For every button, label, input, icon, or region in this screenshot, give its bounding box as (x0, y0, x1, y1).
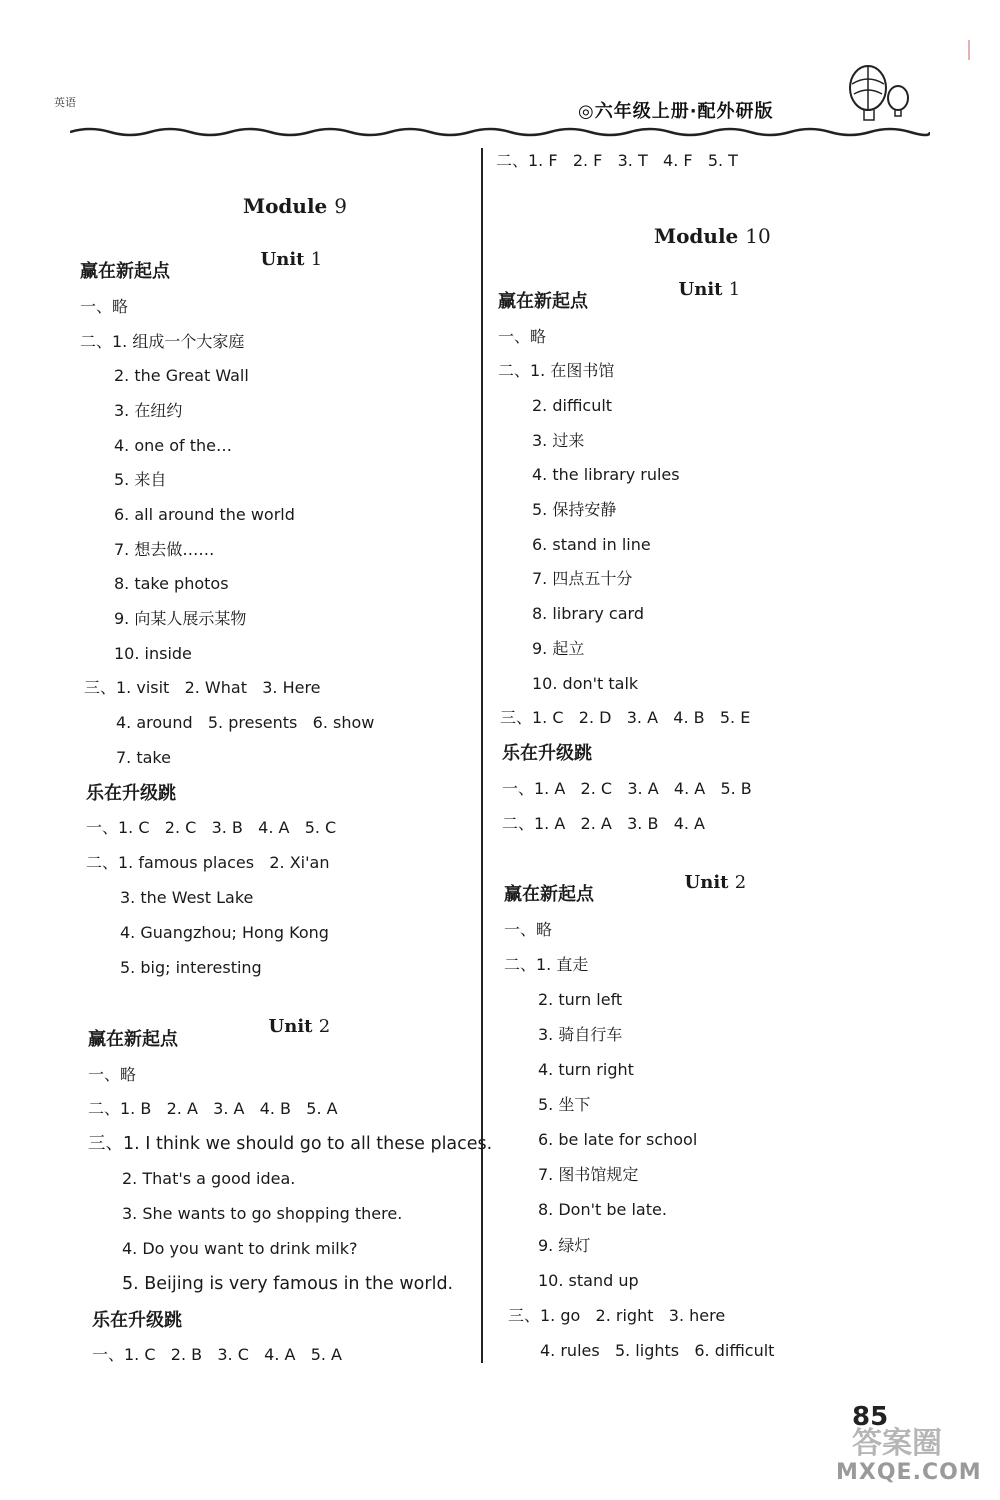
left-unit1-heading (248, 224, 322, 272)
right-unit1-heading (666, 254, 740, 302)
answer-line: 6. stand in line (532, 535, 651, 554)
answer-line: 二、1. A 2. A 3. B 4. A (502, 814, 705, 833)
module-label: Module (653, 224, 739, 248)
answer-line: 4. turn right (538, 1060, 634, 1079)
section-heading: 赢在新起点 (80, 261, 170, 282)
section-heading: 赢在新起点 (498, 291, 588, 312)
answer-line: 4. one of the… (114, 436, 232, 455)
side-label: 英语 (54, 96, 76, 109)
module-number: 10 (745, 224, 771, 248)
answer-line: 5. 来自 (114, 470, 167, 489)
page-number: 85 (852, 1402, 889, 1432)
left-unit2-heading (256, 991, 330, 1039)
answer-line: 5. big; interesting (120, 958, 262, 977)
right-unit2-heading (672, 847, 746, 895)
unit-number: 2 (734, 872, 747, 893)
answer-line: 5. 保持安静 (532, 500, 617, 519)
answer-line: 3. the West Lake (120, 888, 254, 907)
unit-label: Unit (678, 279, 723, 300)
module-label: Module (242, 194, 328, 218)
answer-line: 一、1. C 2. B 3. C 4. A 5. A (92, 1345, 343, 1364)
answer-line: 二、1. B 2. A 3. A 4. B 5. A (88, 1099, 338, 1118)
answer-line: 4. the library rules (532, 465, 680, 484)
answer-line: 5. Beijing is very famous in the world. (122, 1274, 454, 1294)
answer-line: 三、1. I think we should go to all these places. (88, 1134, 493, 1154)
answer-line: 8. Don't be late. (538, 1200, 667, 1219)
answer-line: 3. She wants to go shopping there. (122, 1204, 403, 1223)
answer-line: 7. 四点五十分 (532, 569, 633, 588)
answer-line: 3. 在纽约 (114, 401, 183, 420)
header-rule (70, 124, 930, 138)
right-module-heading (640, 200, 771, 248)
watermark-logo: 答案圈 (852, 1426, 942, 1461)
module-number: 9 (334, 194, 347, 218)
answer-line: 二、1. F 2. F 3. T 4. F 5. T (496, 151, 738, 170)
answer-line: 9. 向某人展示某物 (114, 609, 247, 628)
answer-line: 二、1. 直走 (504, 955, 589, 974)
section-heading: 乐在升级跳 (86, 783, 176, 804)
answer-line: 一、1. C 2. C 3. B 4. A 5. C (86, 818, 337, 837)
answer-line: 一、1. A 2. C 3. A 4. A 5. B (502, 779, 752, 798)
answer-line: 9. 绿灯 (538, 1236, 591, 1255)
unit-label: Unit (260, 249, 305, 270)
answer-line: 3. 骑自行车 (538, 1025, 623, 1044)
left-module-heading (229, 170, 347, 218)
answer-line: 3. 过来 (532, 431, 585, 450)
answer-line: 6. be late for school (538, 1130, 698, 1149)
section-heading: 乐在升级跳 (502, 743, 592, 764)
answer-line: 二、1. 在图书馆 (498, 361, 615, 380)
answer-line: 10. stand up (538, 1271, 639, 1290)
answer-line: 7. take (116, 748, 171, 767)
answer-line: 10. inside (114, 644, 192, 663)
answer-line: 2. difficult (532, 396, 613, 415)
answer-line: 8. take photos (114, 574, 229, 593)
unit-label: Unit (268, 1016, 313, 1037)
answer-line: 三、1. go 2. right 3. here (508, 1306, 726, 1325)
answer-line: 9. 起立 (532, 639, 585, 658)
answer-line: 4. around 5. presents 6. show (116, 713, 375, 732)
answer-line: 4. Do you want to drink milk? (122, 1239, 358, 1258)
unit-number: 1 (728, 279, 741, 300)
answer-line: 5. 坐下 (538, 1095, 591, 1114)
answer-line: 2. turn left (538, 990, 623, 1009)
answer-line: 7. 想去做…… (114, 540, 215, 559)
answer-line: 4. Guangzhou; Hong Kong (120, 923, 329, 942)
answer-line: 二、1. 组成一个大家庭 (80, 332, 245, 351)
unit-number: 2 (318, 1016, 331, 1037)
answer-line: 一、略 (88, 1065, 137, 1084)
answer-line: 2. That's a good idea. (122, 1169, 296, 1188)
watermark-url: MXQE.COM (836, 1460, 982, 1485)
column-divider (481, 148, 483, 1363)
unit-label: Unit (684, 872, 729, 893)
section-heading: 乐在升级跳 (92, 1310, 182, 1331)
unit-number: 1 (310, 249, 323, 270)
answer-line: 8. library card (532, 604, 644, 623)
answer-line: 4. rules 5. lights 6. difficult (540, 1341, 775, 1360)
answer-line: 2. the Great Wall (114, 366, 249, 385)
answer-line: 6. all around the world (114, 505, 295, 524)
answer-line: 一、略 (80, 297, 129, 316)
answer-line: 10. don't talk (532, 674, 639, 693)
answer-line: 一、略 (504, 920, 553, 939)
answer-line: 二、1. famous places 2. Xi'an (86, 853, 330, 872)
answer-line: 一、略 (498, 327, 547, 346)
answer-line: 三、1. C 2. D 3. A 4. B 5. E (500, 708, 751, 727)
section-heading: 赢在新起点 (88, 1029, 178, 1050)
section-heading: 赢在新起点 (504, 884, 594, 905)
answer-line: 7. 图书馆规定 (538, 1165, 639, 1184)
answer-line: 三、1. visit 2. What 3. Here (84, 678, 321, 697)
header-title: ◎六年级上册·配外研版 (578, 101, 774, 122)
edge-mark (968, 40, 970, 60)
